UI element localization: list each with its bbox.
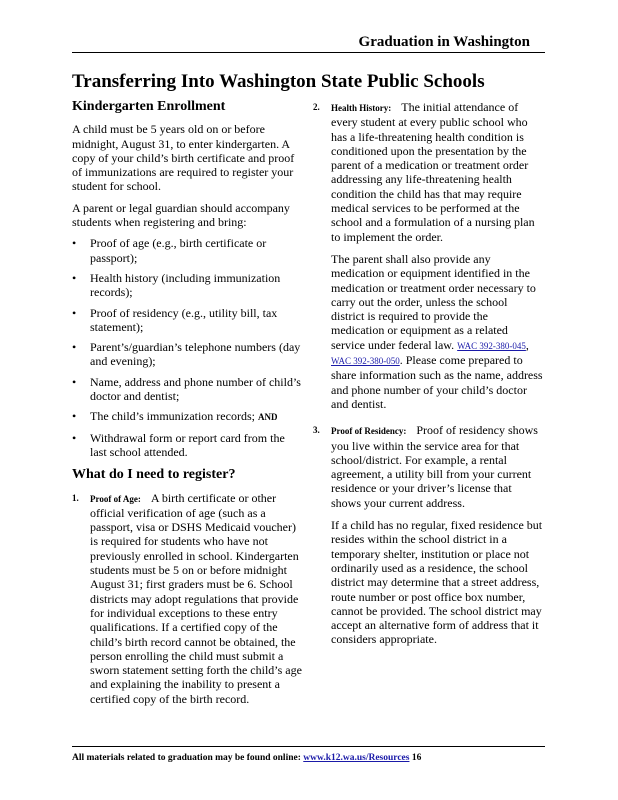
list-item: • Withdrawal form or report card from the last school attended. — [72, 430, 285, 459]
right-column — [313, 100, 543, 647]
bullet-icon: • — [72, 305, 77, 320]
item-text: The initial attendance of every student at every public school who has a life-threatening health condition is conditioned upon the presentation by the parent of a medication or treatment order addressing any life-threatening health condition the child has that may require medical services to be performed at the school and a formulation of a nursing plan to implement the order. — [331, 100, 535, 244]
register-heading: What do I need to register? — [72, 467, 236, 483]
kindergarten-heading: Kindergarten Enrollment — [72, 99, 226, 114]
wac-link-045[interactable]: WAC 392-380-045 — [457, 340, 526, 351]
required-items-list — [72, 236, 302, 459]
proof-of-age-item — [72, 491, 302, 706]
item-number: 3. — [313, 425, 320, 436]
item-paragraph: If a child has no regular, fixed residence but resides within the school district in a temporary shelter, institution or place not ordinarily used as a residence, the school district may determine that a street address, route number or post office box number, cannot be provided. The school district may accept an alternative form of address that it considers appropriate. — [331, 518, 543, 647]
header-divider — [72, 52, 545, 53]
list-item: • Proof of age (e.g., birth certificate or passport); — [72, 236, 267, 265]
bullet-icon: • — [72, 236, 77, 251]
item-lead: Health History: — [331, 103, 392, 113]
item-lead: Proof of Age: — [90, 493, 141, 504]
footer-text: All materials related to graduation may be found online: — [72, 753, 301, 763]
footer-divider — [72, 746, 545, 747]
item-text: A birth certificate or other official verification of age (such as a passport, visa or DSHS Medicaid voucher) is required for students who have not previously enrolled in school. Kindergarten students must be 5 on or before midnight August 31; first graders must be 6. School districts may adopt regulations that provide for individual exceptions to these entry qualifications. If a certified copy of the child’s birth record cannot be obtained, the person enrolling the child must submit a sworn statement setting forth the child’s age and explaining the inability to present a certified copy of the birth record. — [90, 490, 302, 706]
item-paragraph: The parent shall also provide any medication or equipment identified in the medication or treatment order necessary to carry out the order, unless the school district is required to provide the medication or equipment as a related service under federal law. WAC 392-380-045, WAC 392-380-050. Please come prepared to share information such as the name, address and phone number of your child’s doctor and dentist. — [331, 251, 543, 411]
bullet-icon: • — [72, 340, 77, 355]
list-item: • Name, address and phone number of child’s doctor and dentist; — [72, 374, 301, 404]
kindergarten-paragraph-bring: A parent or legal guardian should accompany students when registering and bring: — [72, 200, 290, 230]
bullet-icon: • — [72, 270, 77, 285]
proof-of-residency-item — [313, 423, 543, 646]
health-history-item — [313, 100, 543, 411]
list-item: • Parent’s/guardian’s telephone numbers (day and evening); — [72, 340, 301, 369]
page-number: 16 — [411, 753, 422, 763]
bullet-icon: • — [72, 409, 77, 424]
page-title: Transferring Into Washington State Public Schools — [72, 71, 485, 92]
left-column — [72, 100, 302, 706]
item-lead: Proof of Residency: — [331, 426, 407, 437]
footer — [72, 753, 421, 763]
list-item: • The child’s immunization records; AND — [72, 409, 278, 424]
wac-link-050[interactable]: WAC 392-380-050 — [331, 356, 400, 367]
list-item: • Proof of residency (e.g., utility bill, tax statement); — [72, 305, 278, 334]
item-text: Proof of residency shows you live within the service area for that school/district. For example, a rental agreement, a utility bill from your current residence or your driver’s license that shows your current address. — [331, 423, 538, 510]
kindergarten-paragraph: A child must be 5 years old on or before midnight, August 31, to enter kindergarten. A copy of your child’s birth certificate and proof of immunizations are required to register your student for school. — [72, 122, 295, 194]
resources-link[interactable]: www.k12.wa.us/Resources — [303, 753, 410, 763]
header-title: Graduation in Washington — [358, 34, 530, 50]
list-item: • Health history (including immunization records); — [72, 270, 281, 300]
bullet-icon: • — [72, 374, 77, 389]
item-number: 2. — [313, 102, 320, 112]
item-number: 1. — [72, 492, 79, 503]
bullet-icon: • — [72, 430, 77, 445]
